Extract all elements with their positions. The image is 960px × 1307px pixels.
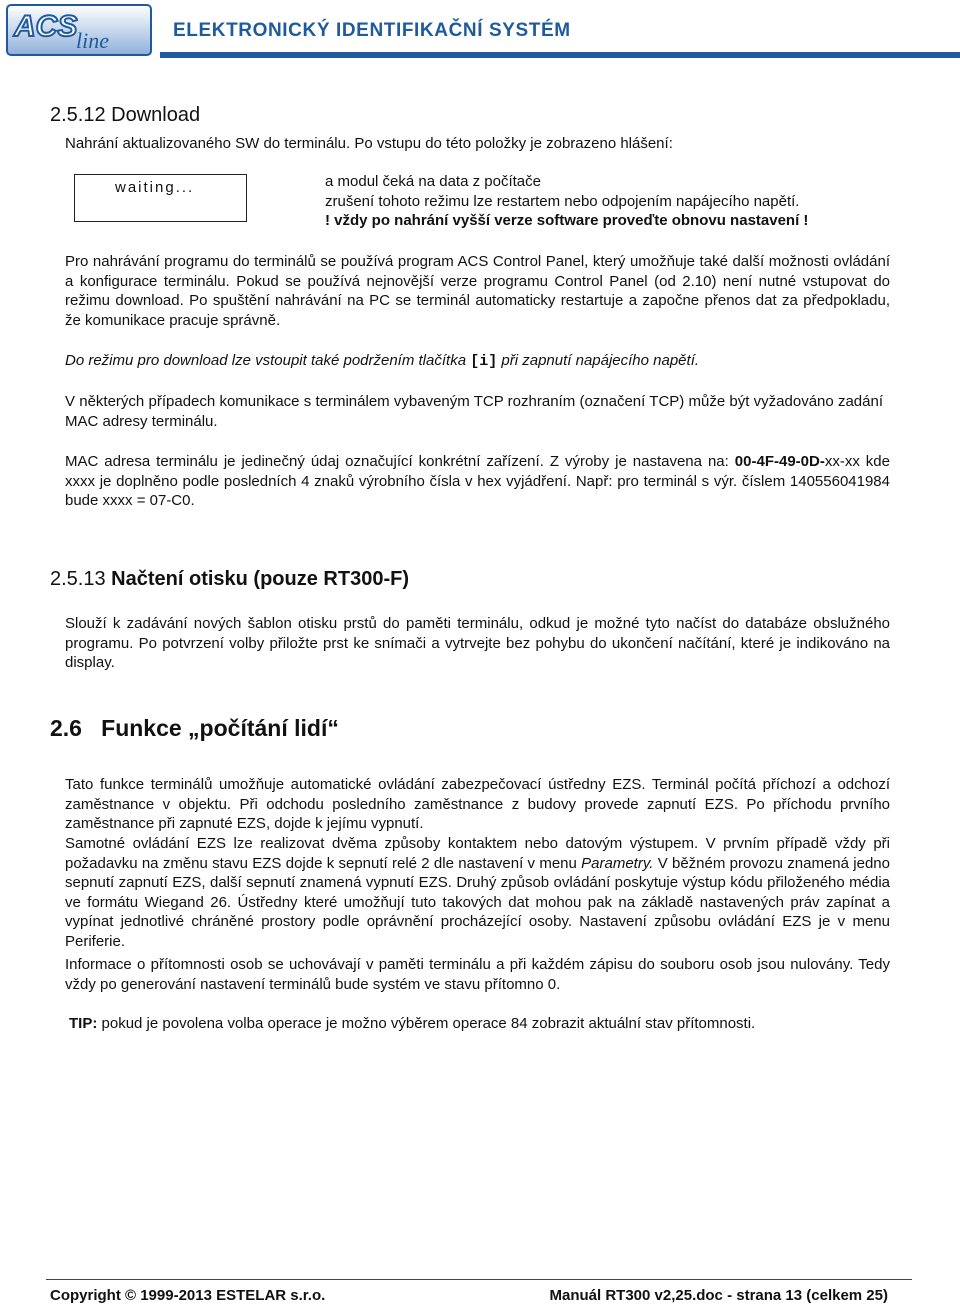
download-paragraph-4 <box>65 452 890 511</box>
footer-page-info: Manuál RT300 v2,25.doc - strana 13 (celkem 25) <box>549 1287 888 1304</box>
section-heading-fingerprint <box>50 567 409 591</box>
download-paragraph-3: V některých případech komunikace s terminálem vybaveným TCP rozhraním (označení TCP) může být vyžadováno zadání MAC adresy terminálu. <box>65 393 883 430</box>
people-paragraph-3: Informace o přítomnosti osob se uchovávají v paměti terminálu a při každém zápisu do souboru osob jsou nulovány. Tedy vždy po generování nastavení terminálů bude systém ve stavu přítomno 0. <box>65 956 890 993</box>
tip-text: pokud je povolena volba operace je možno výběrem operace 84 zobrazit aktuální stav přítomnosti. <box>97 1015 756 1032</box>
people-paragraph-2 <box>65 834 890 952</box>
p4-text-a: MAC adresa terminálu je jedinečný údaj označující konkrétní zařízení. Z výroby je nastavena na: <box>65 453 735 470</box>
acs-line-logo <box>6 4 152 56</box>
info-key-label: [i] <box>470 353 498 370</box>
svg-text:line: line <box>76 28 109 53</box>
fingerprint-paragraph: Slouží k zadávání nových šablon otisku prstů do paměti terminálu, odkud je možné tyto načíst do databáze obslužného programu. Po potvrzení volby přiložte prst ke snímači a vytrvejte bez pohybu do ukončení načítání, které je indikováno na display. <box>65 615 890 672</box>
p2-people-b: V běžném provozu znamená jedno sepnutí zapnutí EZS, další sepnutí znamená vypnutí EZS. Druhý způsob ovládání poskytuje výstup kódu přiloženého média ve formátu Wiegand 26. Ústředny které umožňují tuto takových dat mohou pak na základě nastavených práv zapínat a vypínat jednotlivé chráněné prostory podle oprávnění procházející osoby. Nastavení způsobu ovládání EZS je v menu Periferie. <box>65 854 890 950</box>
tip-label: TIP: <box>69 1015 98 1032</box>
section-heading-people-counting: 2.6 Funkce „počítání lidí“ <box>50 715 339 741</box>
svg-text:ACS: ACS <box>14 10 78 43</box>
header-rule <box>160 52 960 58</box>
desc-line-1: a modul čeká na data z počítače <box>325 173 541 190</box>
section-heading-download: 2.5.12 Download <box>50 104 201 126</box>
people-paragraph-1: Tato funkce terminálů umožňuje automatické ovládání zabezpečovací ústředny EZS. Terminál počítá příchozí a odchozí zaměstnance v objektu. Při odchodu posledního zaměstnance z budovy provede zapnutí EZS. Po příchodu prvního zaměstnance při zapnuté EZS, dojde k jejímu vypnutí. <box>65 776 890 833</box>
mac-prefix: 00-4F-49-0D- <box>734 453 825 470</box>
footer-rule <box>46 1279 912 1280</box>
tip-paragraph <box>69 1014 894 1034</box>
p2-text-b: při zapnutí napájecího napětí. <box>497 352 700 369</box>
p2-people-a: Samotné ovládání EZS lze realizovat dvěma způsoby kontaktem nebo datovým výstupem. V prvním případě vždy při požadavku na změnu stavu EZS dojde k sepnutí relé 2 dle nastavení v menu <box>65 835 890 872</box>
p4-text-b: xx-xx kde xxxx je doplněno podle posledních 4 znaků výrobního čísla v hex vyjádření. Např: pro terminál s výr. číslem 140556041984 bude xxxx = 07-C0. <box>65 453 890 510</box>
desc-line-2: zrušení tohoto režimu lze restartem nebo odpojením napájecího napětí. <box>325 192 800 210</box>
download-intro: Nahrání aktualizovaného SW do terminálu. Po vstupu do této položky je zobrazeno hlášení: <box>65 135 673 152</box>
fingerprint-heading-number: 2.5.13 <box>50 568 112 590</box>
fingerprint-heading-text: Načtení otisku (pouze RT300-F) <box>111 568 409 590</box>
header-title: ELEKTRONICKÝ IDENTIFIKAČNÍ SYSTÉM <box>173 20 571 41</box>
download-paragraph-1: Pro nahrávání programu do terminálů se používá program ACS Control Panel, který umožňuje také další možnosti ovládání a konfigurace terminálu. Pokud se používá nejnovější verze programu Control Panel (od 2.10) není nutné vstupovat do režimu download. Po spuštění nahrávání na PC se terminál automaticky restartuje a započne přenos dat za předpokladu, že komunikace pracuje správně. <box>65 253 890 329</box>
waiting-display-box <box>74 174 247 222</box>
p2-text-a: Do režimu pro download lze vstoupit také podržením tlačítka <box>65 352 471 369</box>
page-header <box>0 0 960 62</box>
menu-parametry: Parametry. <box>581 854 654 872</box>
download-paragraph-2 <box>65 351 890 372</box>
download-description <box>325 172 885 231</box>
waiting-display-text: waiting... <box>115 179 195 196</box>
desc-warning: ! vždy po nahrání vyšší verze software proveďte obnovu nastavení ! <box>325 212 809 230</box>
footer-copyright: Copyright © 1999-2013 ESTELAR s.r.o. <box>50 1287 326 1304</box>
